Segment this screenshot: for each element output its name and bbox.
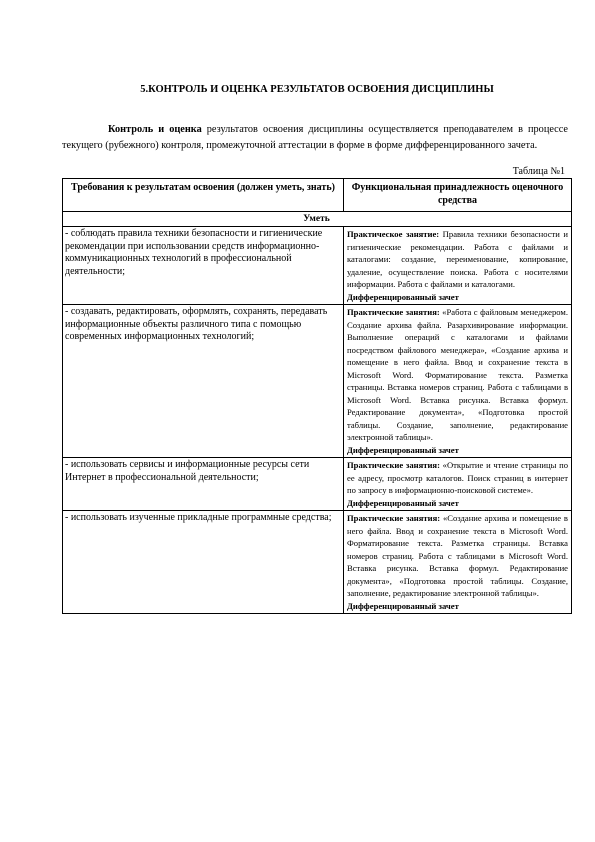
assessment-table bbox=[62, 178, 572, 614]
table-label: Таблица №1 bbox=[512, 166, 565, 177]
table-row bbox=[63, 305, 572, 458]
practice-label: Практические занятия: bbox=[347, 307, 440, 317]
table-row bbox=[63, 511, 572, 614]
practice-label: Практические занятия: bbox=[347, 460, 440, 470]
intro-lead: Контроль и оценка bbox=[108, 124, 202, 135]
credit-label: Дифференцированный зачет bbox=[347, 444, 459, 455]
function-cell bbox=[344, 305, 572, 458]
practice-text: «Работа с файловым менеджером. Создание архива файла. Разархивирование информации. Выполнение операций с каталогами и файлами посредством файлового менеджера», «Создание архива и помещение в него файла. Ввод и сохранение текста в Microsoft Word. Форматирование текста. Разметка страницы. Вставка номеров страниц. Работа с таблицами в Microsoft Word. Вставка рисунка. Вставка формул. Редактирование документа», «Подготовка простой таблицы. Создание, заполнение, редактирование электронной таблицы». bbox=[347, 307, 568, 442]
practice-label: Практическое занятие: bbox=[347, 229, 440, 239]
header-requirements: Требования к результатам освоения (должен уметь, знать) bbox=[63, 179, 344, 212]
credit-label: Дифференцированный зачет bbox=[347, 497, 459, 508]
header-function: Функциональная принадлежность оценочного средства bbox=[344, 179, 572, 212]
intro-text: результатов освоения дисциплины осуществляется преподавателем в процессе текущего (рубежного) контроля, промежуточной аттестации в форме в форме дифференцированного зачета. bbox=[62, 124, 569, 151]
section-row bbox=[63, 212, 572, 227]
table-row bbox=[63, 227, 572, 305]
credit-label: Дифференцированный зачет bbox=[347, 291, 459, 302]
practice-text: «Открытие и чтение страницы по ее адресу, просмотр каталогов. Поиск страниц в интернет по запросу в информационно-поисковой системе». bbox=[347, 460, 569, 495]
function-cell bbox=[344, 458, 572, 511]
practice-text: Правила техники безопасности и гигиенические рекомендации. Работа с файлами и каталогами: создание, переименование, копирование, удаление, осуществление поиска. Работа с носителями информации. Работа с файлами и каталогами. bbox=[347, 229, 569, 289]
requirement-cell: - использовать сервисы и информационные ресурсы сети Интернет в профессиональной деятельности; bbox=[63, 458, 344, 511]
table-row bbox=[63, 458, 572, 511]
function-cell bbox=[344, 227, 572, 305]
requirement-cell: - создавать, редактировать, оформлять, сохранять, передавать информационные объекты различного типа с помощью современных информационных технологий; bbox=[63, 305, 344, 458]
requirement-cell: - использовать изученные прикладные программные средства; bbox=[63, 511, 344, 614]
requirement-cell: - соблюдать правила техники безопасности и гигиенические рекомендации при использовании средств информационно-коммуникационных технологий в профессиональной деятельности; bbox=[63, 227, 344, 305]
practice-text: «Создание архива и помещение в него файла. Ввод и сохранение текста в Microsoft Word. Форматирование текста. Разметка страницы. Вставка номеров страниц. Работа с таблицами в Microsoft Word. Вставка рисунка. Вставка формул. Редактирование документа», «Подготовка простой таблицы. Создание, заполнение, редактирование электронной таблицы». bbox=[347, 513, 568, 598]
credit-label: Дифференцированный зачет bbox=[347, 600, 459, 611]
intro-paragraph bbox=[62, 122, 568, 153]
table-header-row bbox=[63, 179, 572, 212]
practice-label: Практические занятия: bbox=[347, 513, 441, 523]
function-cell bbox=[344, 511, 572, 614]
section-title: Уметь bbox=[63, 212, 572, 227]
section-heading: 5.КОНТРОЛЬ И ОЦЕНКА РЕЗУЛЬТАТОВ ОСВОЕНИЯ ДИСЦИПЛИНЫ bbox=[140, 84, 494, 95]
